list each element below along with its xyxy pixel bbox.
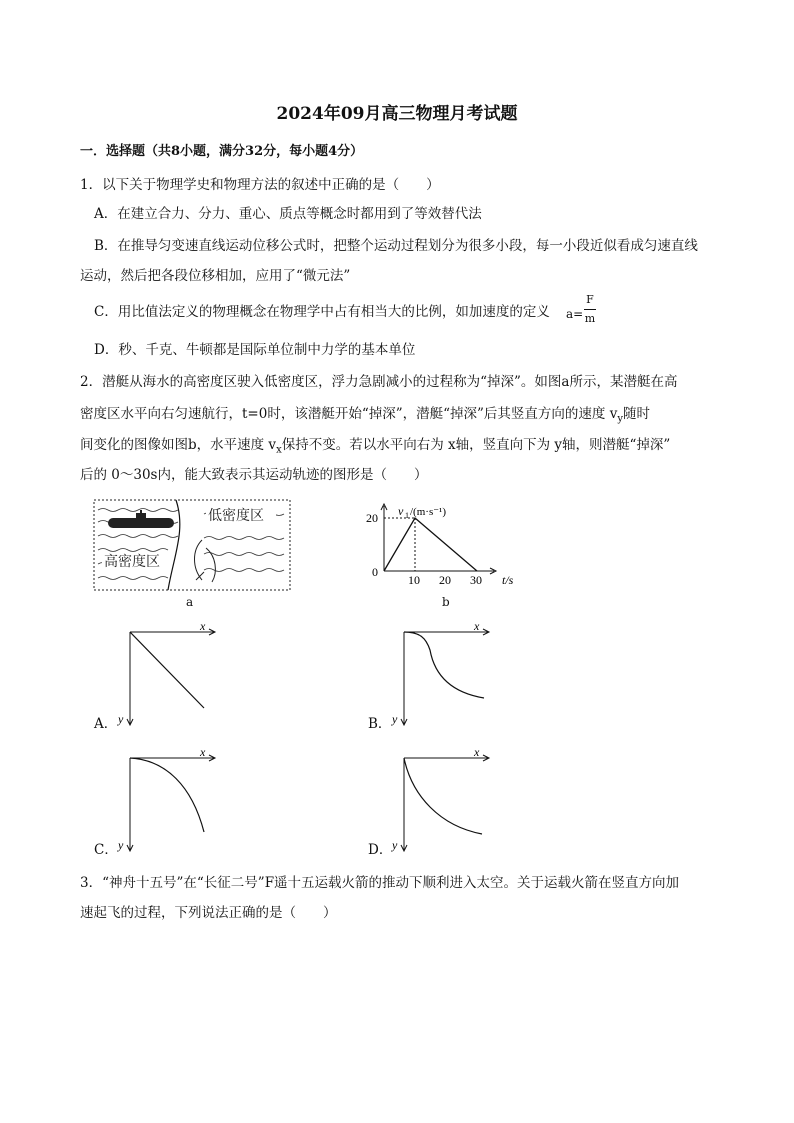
q2-line1: 2．潜艇从海水的高密度区驶入低密度区，浮力急剧减小的过程称为“掉深”。如图a所示，某潜艇在高 <box>80 374 678 390</box>
option-a-graph <box>118 620 228 730</box>
x-tick-label: 20 <box>439 573 451 587</box>
option-a-x-label: x <box>200 619 206 633</box>
option-a-label: A． <box>94 716 118 732</box>
y-tick-label: 20 <box>366 511 378 525</box>
submarine-icon <box>108 510 174 528</box>
q1-fraction-bar <box>584 309 596 310</box>
q2-line4: 后的 0～30s内，能大致表示其运动轨迹的图形是（ ） <box>80 467 428 483</box>
q1-option-a: A．在建立合力、分力、重心、质点等概念时都用到了等效替代法 <box>94 206 482 222</box>
q2-line3-text: 间变化的图像如图b，水平速度 v <box>80 437 277 453</box>
option-b-trajectory <box>404 632 484 698</box>
option-b-y-label: y <box>392 712 398 726</box>
page-title: 2024年09月高三物理月考试题 <box>276 104 518 124</box>
option-b-x-label: x <box>474 619 480 633</box>
q2-line3 <box>80 435 670 461</box>
q1-option-d: D．秒、千克、牛顿都是国际单位制中力学的基本单位 <box>94 342 416 358</box>
option-c-label: C． <box>94 842 118 858</box>
q2-line3-sub: x <box>276 444 282 456</box>
option-d-x-label: x <box>474 745 480 759</box>
q1-formula-denominator: m <box>584 312 596 325</box>
x-tick-label: 30 <box>470 573 482 587</box>
figure-b-y-label-sub: 1 <box>405 511 409 520</box>
q2-line2 <box>80 404 650 430</box>
q2-line2-end: 随时 <box>623 406 651 422</box>
velocity-line <box>384 518 477 571</box>
q3-line1: 3．“神舟十五号”在“长征二号”F遥十五运载火箭的推动下顺利进入太空。关于运载火箭在竖直方向加 <box>80 875 680 891</box>
option-c-trajectory <box>130 758 204 832</box>
option-b-label: B． <box>368 716 392 732</box>
q1-stem: 1．以下关于物理学史和物理方法的叙述中正确的是（ ） <box>80 177 440 193</box>
figure-a-high-density-label: 高密度区 <box>104 555 160 570</box>
q1-formula-numerator: F <box>586 293 594 306</box>
section-heading: 一．选择题（共8小题，满分32分，每小题4分） <box>80 144 364 159</box>
x-tick-label: 10 <box>408 573 420 587</box>
q1-option-b-line1: B．在推导匀变速直线运动位移公式时，把整个运动过程划分为很多小段，每一小段近似看成匀速直线 <box>94 238 698 254</box>
figure-b-y-label: v <box>398 504 404 518</box>
q3-line2: 速起飞的过程，下列说法正确的是（ ） <box>80 905 337 921</box>
option-c-y-label: y <box>118 838 124 852</box>
figure-b-caption: b <box>442 595 450 609</box>
option-a-trajectory <box>130 632 204 708</box>
figure-b-y-unit: /(m·s⁻¹) <box>410 506 446 518</box>
q2-line3-rest: 保持不变。若以水平向右为 x轴，竖直向下为 y轴，则潜艇“掉深” <box>281 437 671 453</box>
option-d-label: D． <box>368 842 393 858</box>
option-d-graph <box>392 746 502 856</box>
figure-a-low-density-label: 低密度区 <box>208 509 264 524</box>
option-d-trajectory <box>404 758 482 834</box>
q1-option-c: C．用比值法定义的物理概念在物理学中占有相当大的比例，如加速度的定义 <box>94 304 550 320</box>
figure-a-caption: a <box>186 595 194 609</box>
option-c-graph <box>118 746 228 856</box>
q2-line2-sub: y <box>617 413 624 425</box>
option-c-x-label: x <box>200 745 206 759</box>
q1-option-b-line2: 运动，然后把各段位移相加，应用了“微元法” <box>80 268 351 284</box>
option-d-y-label: y <box>392 838 398 852</box>
option-b-graph <box>392 620 502 730</box>
q2-line2-text: 密度区水平向右匀速航行，t=0时，该潜艇开始“掉深”，潜艇“掉深”后其竖直方向的速度 v <box>80 406 618 422</box>
figure-b-origin: 0 <box>372 565 378 579</box>
figure-a <box>94 500 294 600</box>
figure-b-x-label: t/s <box>502 573 514 587</box>
option-a-y-label: y <box>118 712 124 726</box>
q1-formula-lhs: a= <box>566 307 584 321</box>
figure-b-chart <box>364 498 524 598</box>
